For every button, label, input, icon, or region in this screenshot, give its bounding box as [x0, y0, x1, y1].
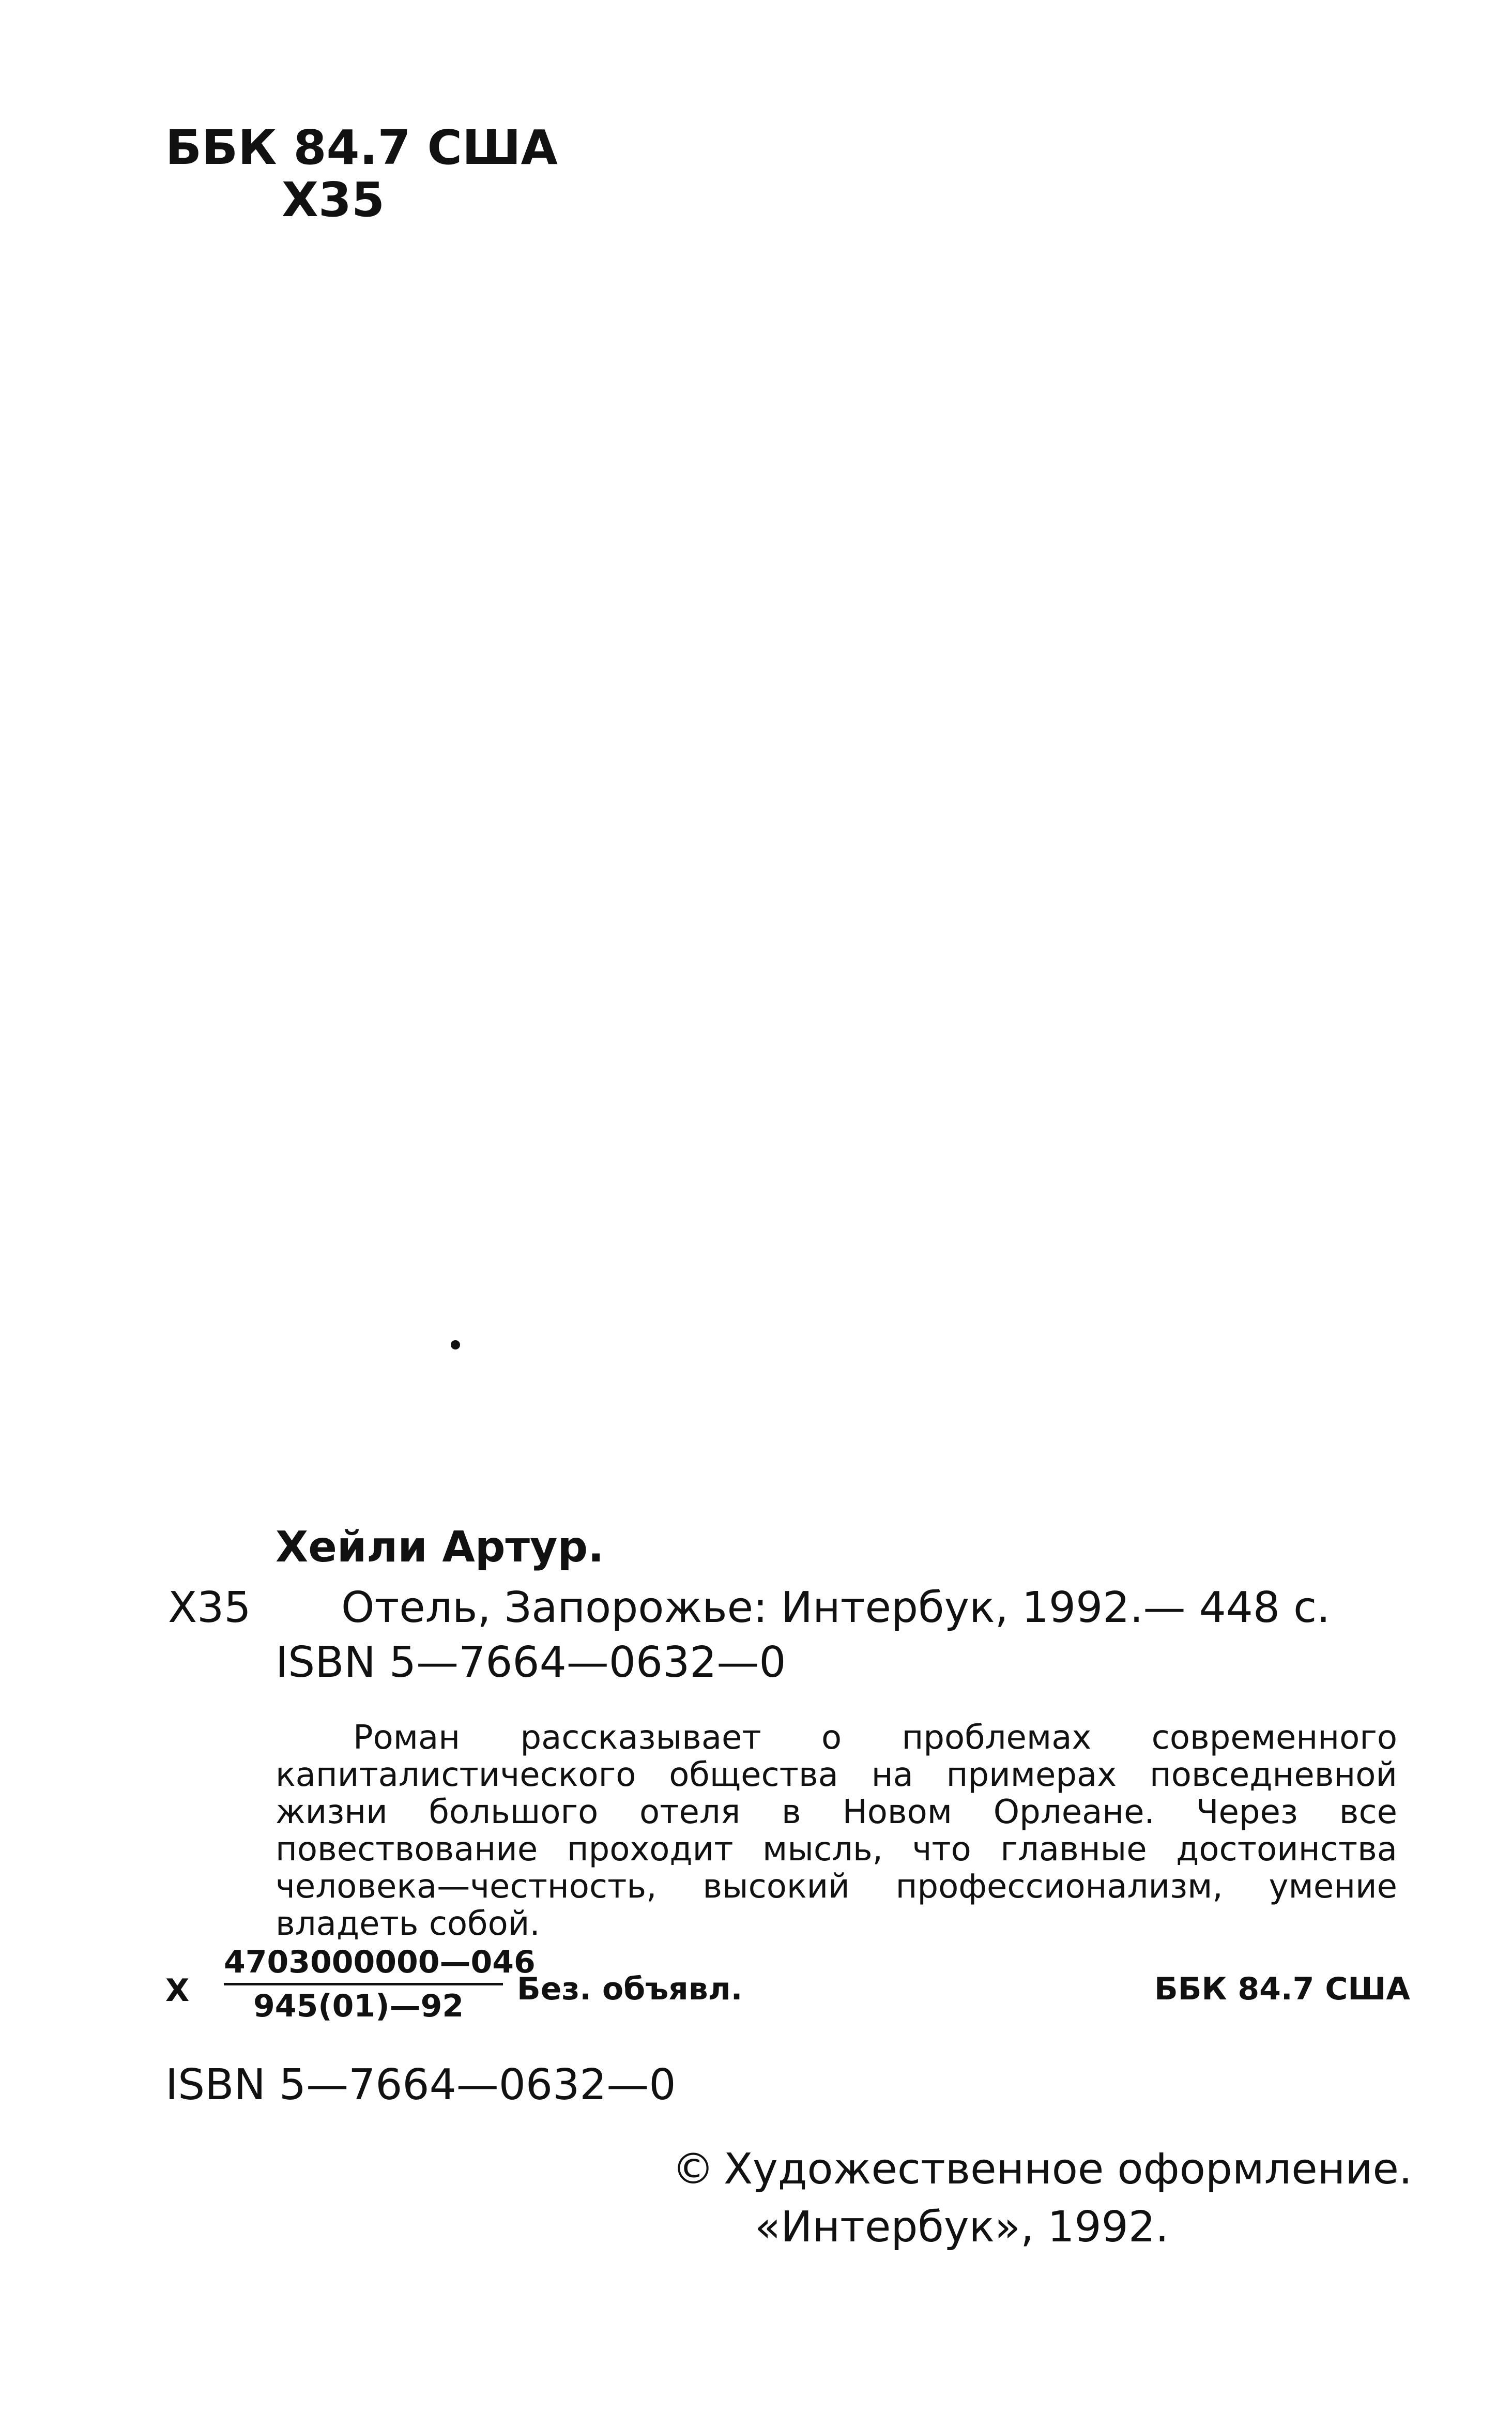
no-advertisement-note: Без. объявл.: [517, 1971, 743, 2007]
imprint-bbk: ББК 84.7 США: [1154, 1971, 1410, 2007]
annotation-text: Роман рассказывает о проблемах современного капиталистического общества на примерах повседневной жизни большого отеля в Новом Орлеане. Через все повествование проходит мысль, что главные достоинства человека—честность, высокий профессионализм, умение владеть собой.: [276, 1719, 1397, 1943]
author-name: Хейли Артур.: [276, 1523, 604, 1572]
copyright-line-2: «Интербук», 1992.: [755, 2203, 1169, 2252]
title-publication-line: Отель, Запорожье: Интербук, 1992.— 448 с.: [341, 1583, 1331, 1632]
isbn-bottom: ISBN 5—7664—0632—0: [165, 2060, 676, 2110]
annotation: [276, 1719, 1397, 1943]
author-mark-code: Х35: [282, 172, 385, 228]
entry-isbn-text: ISBN 5—7664—0632—0: [276, 1638, 786, 1687]
imprint-numerator: 4703000000—046: [224, 1944, 536, 1980]
imprint-letter: Х: [165, 1973, 190, 2009]
bbk-classification: ББК 84.7 США: [165, 120, 558, 175]
copyright-line-1: Художественное оформление.: [724, 2145, 1413, 2194]
copyright-block: [672, 2141, 1412, 2256]
entry-margin-code: Х35: [168, 1583, 251, 1632]
entry-isbn: [276, 1638, 786, 1687]
fraction-line: [224, 1983, 503, 1985]
dot-mark: [451, 1340, 460, 1349]
bbk-header: [165, 122, 558, 226]
imprint-denominator: 945(01)—92: [253, 1988, 464, 2024]
copyright-icon: ©: [672, 2145, 714, 2194]
